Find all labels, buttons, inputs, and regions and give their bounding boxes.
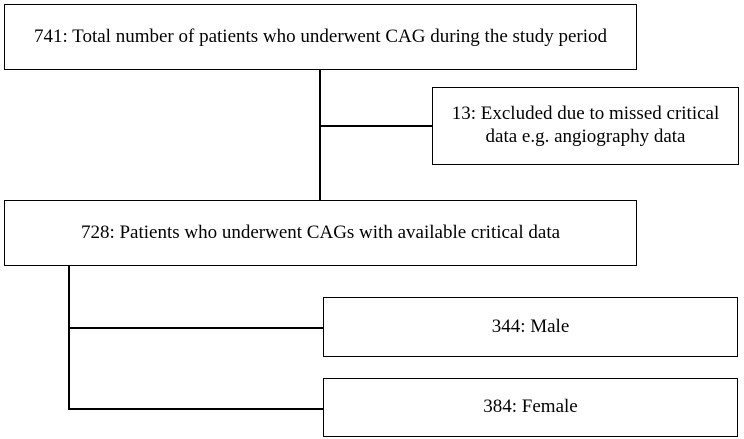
excluded-patients-text: 13: Excluded due to missed critical data e.g. angiography data xyxy=(451,103,720,147)
connector-total-to-available xyxy=(319,70,321,200)
total-patients-box xyxy=(4,4,637,70)
connector-available-to-sex-split xyxy=(68,266,70,410)
excluded-patients-box xyxy=(432,87,739,165)
female-patients-text: 384: Female xyxy=(483,396,578,418)
connector-to-excluded xyxy=(319,125,432,127)
female-patients-box xyxy=(323,378,738,437)
available-data-patients-text: 728: Patients who underwent CAGs with available critical data xyxy=(80,221,561,243)
connector-to-male xyxy=(68,327,323,329)
male-patients-text: 344: Male xyxy=(491,315,570,337)
connector-to-female xyxy=(68,408,323,410)
available-data-patients-box xyxy=(4,200,637,266)
male-patients-box xyxy=(323,297,738,357)
total-patients-text: 741: Total number of patients who underwent CAG during the study period xyxy=(34,25,607,47)
